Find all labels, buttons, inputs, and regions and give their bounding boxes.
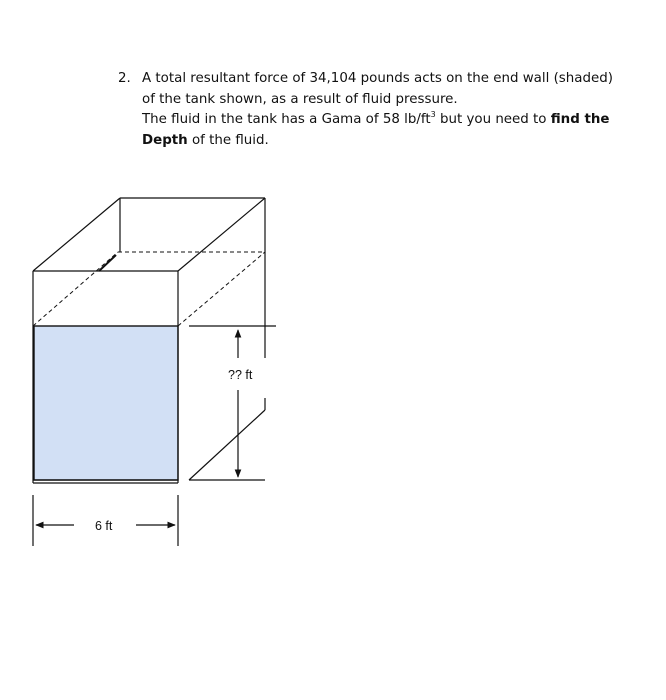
of-the-fluid-text: of the fluid. (187, 132, 269, 148)
problem-number: 2. (118, 71, 131, 86)
depth-label: ?? ft (228, 368, 253, 382)
cubed-exponent: 3 (430, 110, 436, 119)
problem-line-1: A total resultant force of 34,104 pounds acts on the end wall (shaded) (142, 71, 613, 86)
problem-line-2: of the tank shown, as a result of fluid pressure. (142, 91, 458, 107)
tank-hidden-edges (33, 252, 265, 326)
depth-bold: Depth (142, 132, 188, 148)
depth-dimension (189, 326, 276, 480)
fluid-end-wall (34, 326, 178, 480)
gamma-text: The fluid in the tank has a Gama of 58 lb/ft (142, 112, 431, 127)
need-text: but you need to (435, 112, 551, 127)
width-label: 6 ft (95, 519, 113, 533)
find-the-bold: find the (550, 112, 610, 127)
